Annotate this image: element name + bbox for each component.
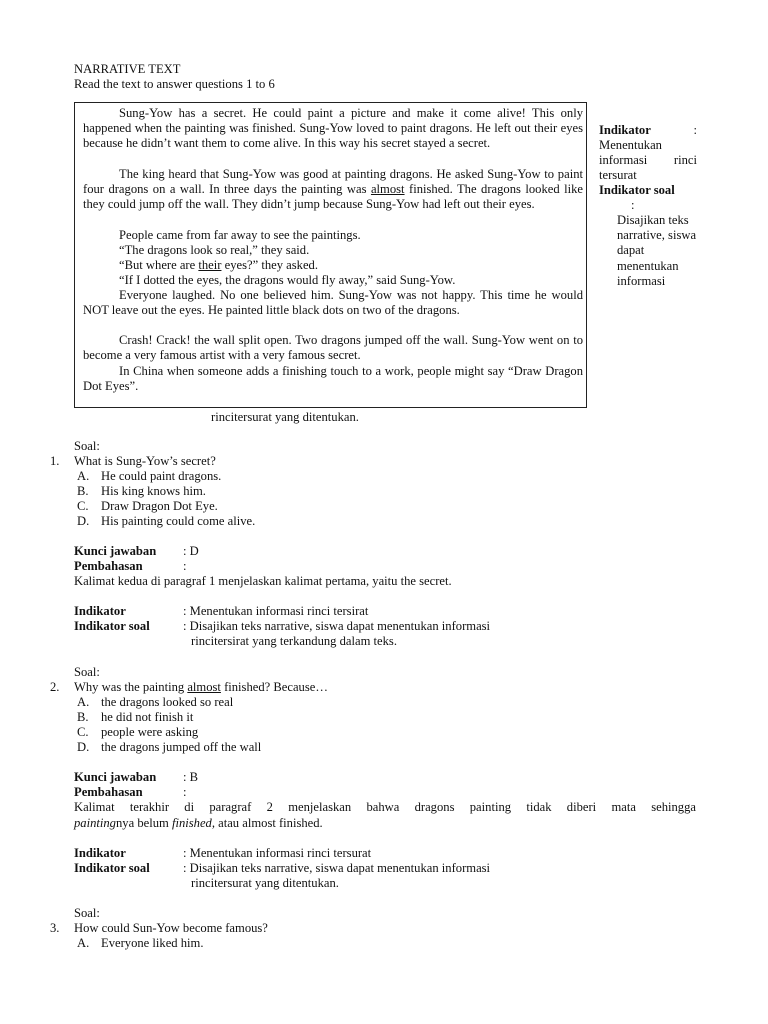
sidebar-indikator-soal-value: Disajikan teks narrative, siswa dapat menentukan informasi [617,213,697,288]
passage-paragraph-5: “But where are their eyes?” they asked. [119,258,318,272]
pembahasan-text: Kalimat terakhir di paragraf 2 menjelaskan bahwa dragons painting tidak diberi mata sehingga [74,800,696,814]
pembahasan-label: Pembahasan [74,785,143,799]
passage-paragraph-8: Crash! Crack! the wall split open. Two dragons jumped off the wall. Sung-Yow went on to become a very famous artist with a very famous secret. [83,333,583,363]
option-1d: D. His painting could come alive. [77,514,256,528]
option-2b: B. he did not finish it [77,710,194,724]
passage-paragraph-7: Everyone laughed. No one believed him. Sung-Yow was not happy. This time he would NOT leave out the eyes. He painted little black dots on two of the dragons. [83,288,583,318]
pembahasan-label: Pembahasan [74,559,143,573]
soal-label: Soal: [74,439,100,453]
indikator-soal-label: Indikator soal [74,619,150,633]
soal-label: Soal: [74,906,100,920]
pembahasan-colon: : [183,785,187,799]
underlined-word: almost [370,182,405,197]
kunci-jawaban-label: Kunci jawaban [74,770,157,784]
passage-paragraph-6: “If I dotted the eyes, the dragons would fly away,” said Sung-Yow. [119,273,456,287]
passage-paragraph-3: People came from far away to see the paintings. [119,228,361,242]
indikator-soal-value-cont: rincitersurat yang ditentukan. [191,876,339,890]
indikator-soal-label: Indikator soal [74,861,150,875]
sidebar-indikator-soal-label: Indikator soal [599,183,675,197]
indikator-value: : Menentukan informasi rinci tersurat [183,846,372,860]
kunci-jawaban-label: Kunci jawaban [74,544,157,558]
question-3: 3. How could Sun-Yow become famous? [50,921,268,935]
passage-paragraph-1: Sung-Yow has a secret. He could paint a picture and make it come alive! This only happened when the painting was finished. Sung-Yow loved to paint dragons. He left out their eyes because he didn’t want them to come alive. In this way his secret stayed a secret. [83,106,583,151]
passage-paragraph-4: “The dragons look so real,” they said. [119,243,310,257]
option-2a: A. the dragons looked so real [77,695,234,709]
option-2d: D. the dragons jumped off the wall [77,740,262,754]
sidebar-indikator-label: Indikator [599,123,651,137]
option-2c: C. people were asking [77,725,199,739]
pembahasan-text: Kalimat kedua di paragraf 1 menjelaskan kalimat pertama, yaitu the secret. [74,574,452,588]
pembahasan-colon: : [183,559,187,573]
kunci-jawaban-value: : B [183,770,199,784]
indikator-soal-value: : Disajikan teks narrative, siswa dapat menentukan informasi [183,619,491,633]
indikator-label: Indikator [74,604,126,618]
question-1: 1. What is Sung-Yow’s secret? [50,454,216,468]
question-2: 2. Why was the painting almost finished? Because… [50,680,328,694]
indikator-soal-value-cont: rincitersirat yang terkandung dalam teks. [191,634,397,648]
option-3a: A. Everyone liked him. [77,936,204,950]
indikator-label: Indikator [74,846,126,860]
option-1c: C. Draw Dragon Dot Eye. [77,499,218,513]
option-1a: A. He could paint dragons. [77,469,222,483]
sidebar-soal-colon: : [631,198,635,212]
kunci-jawaban-value: : D [183,544,199,558]
instruction: Read the text to answer questions 1 to 6 [74,77,275,91]
sidebar-indikator-value: Menentukan informasi rinci tersurat [599,138,697,183]
sidebar-indikator: Indikator : [599,123,697,137]
underlined-word: their [198,258,222,272]
page-title: NARRATIVE TEXT [74,62,181,76]
overflow-text: rincitersurat yang ditentukan. [211,410,359,424]
indikator-value: : Menentukan informasi rinci tersirat [183,604,369,618]
option-1b: B. His king knows him. [77,484,206,498]
indikator-soal-value: : Disajikan teks narrative, siswa dapat menentukan informasi [183,861,491,875]
passage-paragraph-9: In China when someone adds a finishing touch to a work, people might say “Draw Dragon Dot Eyes”. [83,364,583,394]
passage-paragraph-2: The king heard that Sung-Yow was good at painting dragons. He asked Sung-Yow to paint four dragons on a wall. In three days the painting was almost finished. The dragons looked like they could jump off the wall. They didn’t jump because Sung-Yow had left out their eyes. [83,167,583,212]
pembahasan-text-cont: paintingnya belum finished, atau almost finished. [74,816,323,830]
soal-label: Soal: [74,665,100,679]
